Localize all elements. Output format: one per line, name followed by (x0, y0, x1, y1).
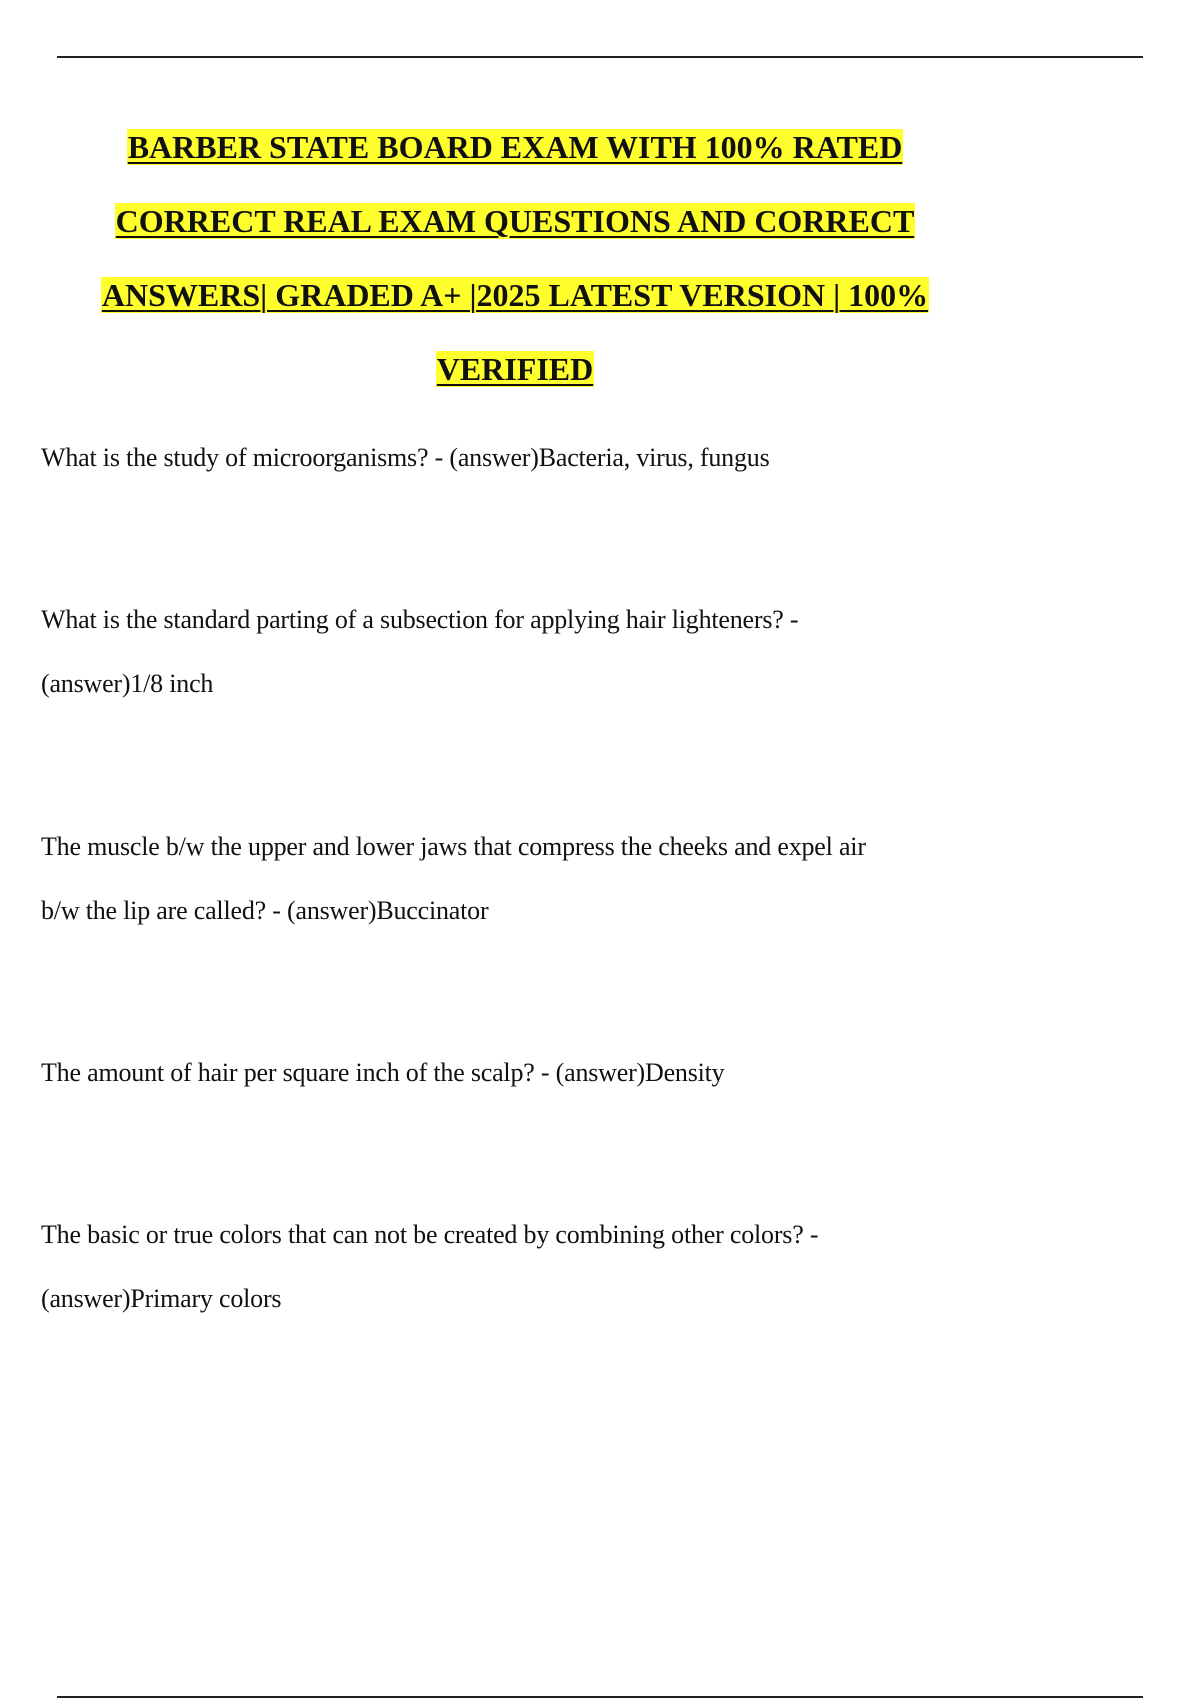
bottom-divider (57, 1696, 1143, 1698)
title-line-1: BARBER STATE BOARD EXAM WITH 100% RATED (127, 129, 903, 165)
qa-text-line: b/w the lip are called? - (answer)Buccinator (41, 896, 489, 925)
qa-text-line: What is the study of microorganisms? - (answer)Bacteria, virus, fungus (41, 443, 770, 472)
question-answer-3 (41, 815, 1041, 943)
title-line-4: VERIFIED (436, 351, 594, 387)
question-answer-4 (41, 1041, 1041, 1105)
qa-text-line: What is the standard parting of a subsection for applying hair lighteners? - (41, 605, 799, 634)
title-line-3: ANSWERS| GRADED A+ |2025 LATEST VERSION | 100% (101, 277, 929, 313)
qa-text-line: The muscle b/w the upper and lower jaws that compress the cheeks and expel air (41, 832, 866, 861)
question-answer-2 (41, 588, 1041, 716)
qa-text-line: (answer)1/8 inch (41, 669, 214, 698)
title-line-2: CORRECT REAL EXAM QUESTIONS AND CORRECT (115, 203, 915, 239)
qa-text-line: (answer)Primary colors (41, 1284, 282, 1313)
document-title (40, 118, 990, 414)
qa-text-line: The basic or true colors that can not be created by combining other colors? - (41, 1220, 819, 1249)
question-answer-5 (41, 1203, 1041, 1331)
question-answer-1 (41, 426, 1041, 490)
qa-text-line: The amount of hair per square inch of the scalp? - (answer)Density (41, 1058, 725, 1087)
top-divider (57, 56, 1143, 58)
